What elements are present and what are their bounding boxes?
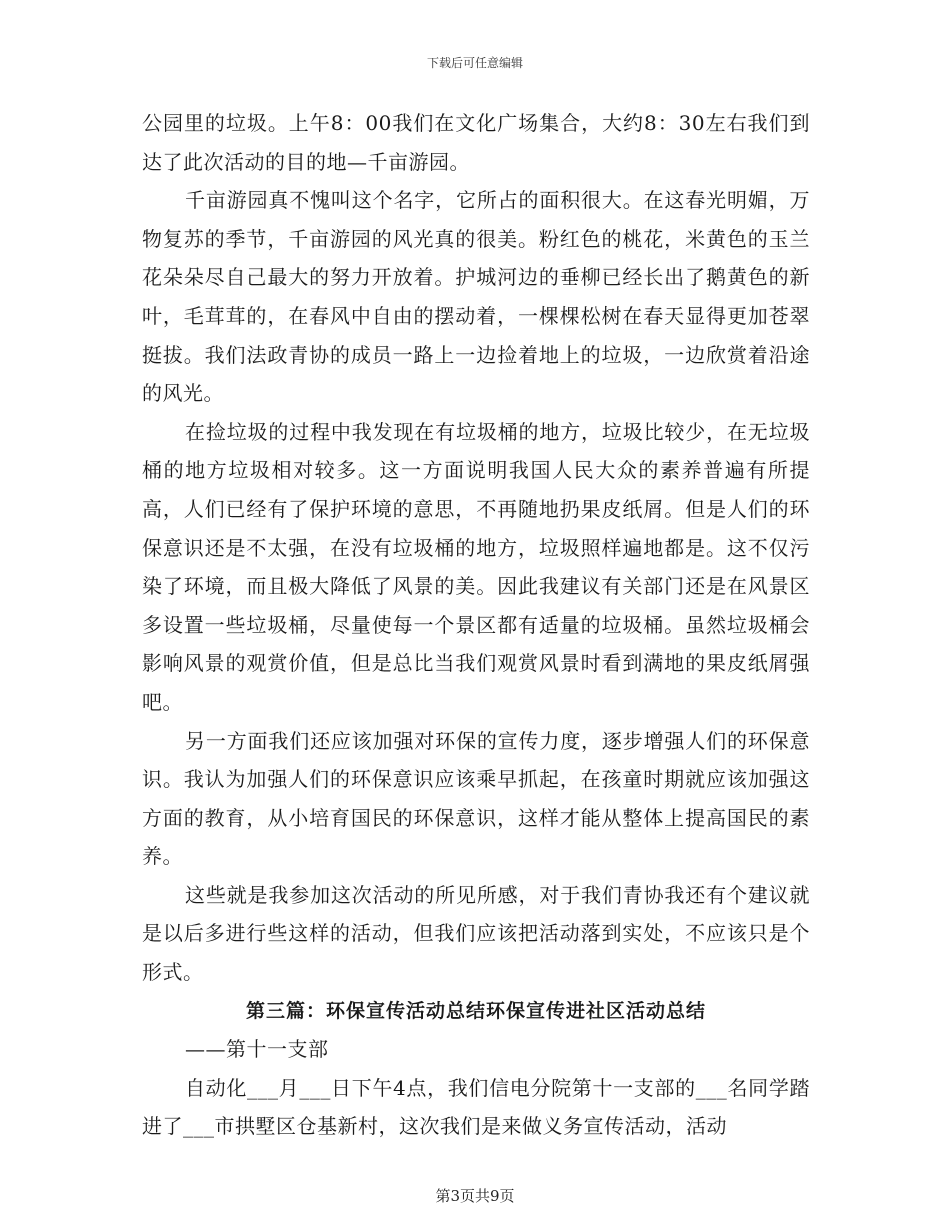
paragraph: 另一方面我们还应该加强对环保的宣传力度，逐步增强人们的环保意识。我认为加强人们的环保意识应该乘早抓起，在孩童时期就应该加强这方面的教育，从小培育国民的环保意识，这样才能从整体上提高国民的素养。 <box>142 728 810 869</box>
section-subheading: ——第十一支部 <box>185 1037 329 1062</box>
section-heading: 第三篇：环保宣传活动总结环保宣传进社区活动总结 <box>245 999 706 1022</box>
paragraph: 公园里的垃圾。上午8：00我们在文化广场集合，大约8：30左右我们到达了此次活动的目的地—千亩游园。 <box>142 111 810 174</box>
paragraph: 自动化___月___日下午4点，我们信电分院第十一支部的___名同学踏进了___市拱墅区仓基新村，这次我们是来做义务宣传活动，活动 <box>142 1075 810 1139</box>
page-header: 下载后可任意编辑 <box>426 56 523 70</box>
page-number: 第3页共9页 <box>435 1187 515 1205</box>
paragraph: 在捡垃圾的过程中我发现在有垃圾桶的地方，垃圾比较少，在无垃圾桶的地方垃圾相对较多。这一方面说明我国人民大众的素养普遍有所提高，人们已经有了保护环境的意思，不再随地扔果皮纸屑。但是人们的环保意识还是不太强，在没有垃圾桶的地方，垃圾照样遍地都是。这不仅污染了环境，而且极大降低了风景的美。因此我建议有关部门还是在风景区多设置一些垃圾桶，尽量使每一个景区都有适量的垃圾桶。虽然垃圾桶会影响风景的观赏价值，但是总比当我们观赏风景时看到满地的果皮纸屑强吧。 <box>142 419 810 714</box>
paragraph: 千亩游园真不愧叫这个名字，它所占的面积很大。在这春光明媚，万物复苏的季节，千亩游园的风光真的很美。粉红色的桃花，米黄色的玉兰花朵朵尽自己最大的努力开放着。护城河边的垂柳已经长出了鹅黄色的新叶，毛茸茸的，在春风中自由的摆动着，一棵棵松树在春天显得更加苍翠挺拔。我们法政青协的成员一路上一边捡着地上的垃圾，一边欣赏着沿途的风光。 <box>142 188 810 406</box>
document-body <box>142 104 810 1146</box>
paragraph: 这些就是我参加这次活动的所见所感，对于我们青协我还有个建议就是以后多进行些这样的活动，但我们应该把活动落到实处，不应该只是个形式。 <box>142 882 810 985</box>
